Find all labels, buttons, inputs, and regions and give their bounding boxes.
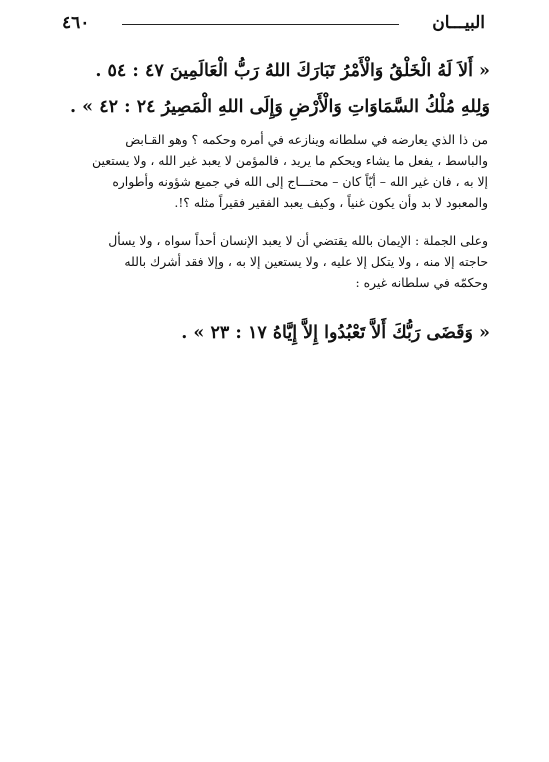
paragraph-1-line-1: من ذا الذي يعارضه في سلطانه وينازعه في أمره وحكمه ؟ وهو القـابض (125, 132, 488, 147)
quran-verse-2: وَلِلهِ مُلْكُ السَّمَاوَاتِ وَالْأَرْضِ وَإِلَى اللهِ الْمَصِيرُ ٢٤ : ٤٢ » . (70, 97, 490, 117)
paragraph-2-line-3: وحكمّه في سلطانه غيره : (355, 275, 488, 290)
quran-verse-3: « وَقَضَى رَبُّكَ أَلاَّ تَعْبُدُوا إِلاَّ إِيَّاهُ ١٧ : ٢٣ » . (181, 323, 490, 343)
paragraph-1-line-4: والمعبود لا بد وأن يكون غنياً ، وكيف يعبد الفقير فقيراً مثله ؟!. (174, 195, 488, 210)
paragraph-1-line-2: والباسط ، يفعل ما يشاء ويحكم ما يريد ، فالمؤمن لا يعبد غير الله ، ولا يستعين (92, 153, 488, 168)
running-title: البيـــان (432, 13, 485, 33)
quran-verse-1: « أَلاَ لَهُ الْخَلْقُ وَالْأَمْرُ تَبَارَكَ اللهُ رَبُّ الْعَالَمِينَ ٤٧ : ٥٤ . (95, 61, 490, 81)
page-header (62, 10, 485, 36)
paragraph-2-line-2: حاجته إلا منه ، ولا يتكل إلا عليه ، ولا يستعين إلا به ، وإلا فقد أشرك بالله (124, 254, 488, 269)
header-rule (122, 24, 399, 25)
paragraph-2-line-1: وعلى الجملة : الإيمان بالله يقتضي أن لا يعبد الإنسان أحداً سواه ، ولا يسأل (108, 233, 488, 248)
page-number: ٤٦٠ (62, 13, 90, 33)
paragraph-1-line-3: إلا به ، فان غير الله – أيّاً كان – محتـــاج إلى الله في جميع شؤونه وأطواره (112, 174, 488, 189)
paragraph-1 (64, 129, 488, 213)
paragraph-2 (64, 230, 488, 293)
